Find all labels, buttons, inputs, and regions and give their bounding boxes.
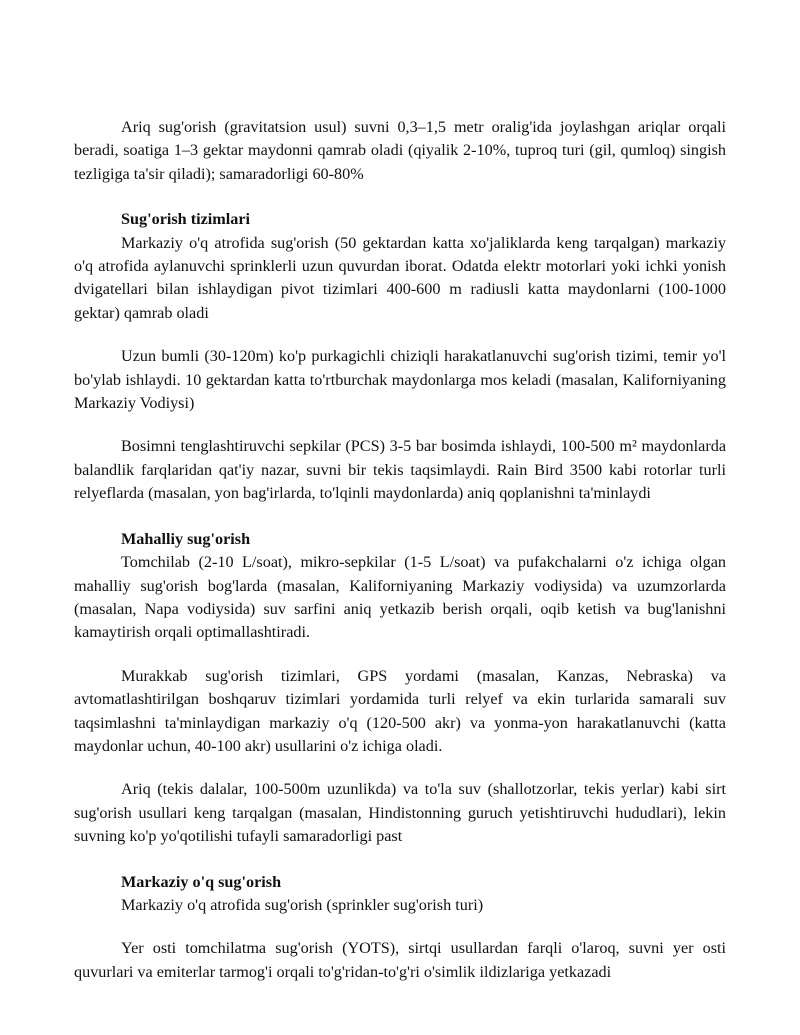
paragraph-complex-systems: Murakkab sug'orish tizimlari, GPS yordami (masalan, Kanzas, Nebraska) va avtomatlashtirilgan boshqaruv tizimlari yordamida turli relyef va ekin turlarida samarali suv taqsimlashni ta'minlaydigan markaziy o'q (120-500 akr) va yonma-yon harakatlanuvchi (katta maydonlar uchun, 40-100 akr) usullarini o'z ichiga oladi.	[74, 666, 726, 755]
paragraph-subsurface-drip: Yer osti tomchilatma sug'orish (YOTS), sirtqi usullardan farqli o'laroq, suvni yer osti quvurlari va emiterlar tarmog'i orqali to'g'ridan-to'g'ri o'simlik ildizlariga yetkazadi	[74, 939, 726, 981]
section-heading-markaziy-oq: Markaziy o'q sug'orish	[121, 872, 282, 891]
paragraph-ariq-intro: Ariq sug'orish (gravitatsion usul) suvni 0,3–1,5 metr oralig'ida joylashgan ariqlar orqali beradi, soatiga 1–3 gektar maydonni qamrab oladi (qiyalik 2-10%, tuproq turi (gil, qumloq) singish tezligiga ta'sir qiladi); samaradorligi 60-80%	[74, 118, 726, 183]
paragraph-drip-local: Tomchilab (2-10 L/soat), mikro-sepkilar (1-5 L/soat) va pufakchalarni o'z ichiga olgan mahalliy sug'orish bog'larda (masalan, Kaliforniyaning Markaziy vodiysida) va uzumzorlarda (masalan, Napa vodiysida) suv sarfini aniq yetkazib berish orqali, oqib ketish va bug'lanishni kamaytirish orqali optimallashtiradi.	[74, 553, 726, 642]
paragraph-pivot-type: Markaziy o'q atrofida sug'orish (sprinkler sug'orish turi)	[121, 895, 484, 914]
paragraph-center-pivot: Markaziy o'q atrofida sug'orish (50 gektardan katta xo'jaliklarda keng tarqalgan) markaziy o'q atrofida aylanuvchi sprinklerli uzun quvurdan iborat. Odatda elektr motorlari yoki ichki yonish dvigatellari bilan ishlaydigan pivot tizimlari 400-600 m radiusli katta maydonlarni (100-1000 gektar) qamrab oladi	[74, 233, 726, 322]
paragraph-pcs-sprinklers: Bosimni tenglashtiruvchi sepkilar (PCS) 3-5 bar bosimda ishlaydi, 100-500 m² maydonlarda balandlik farqlaridan qat'iy nazar, suvni bir tekis taqsimlaydi. Rain Bird 3500 kabi rotorlar turli relyeflarda (masalan, yon bag'irlarda, to'lqinli maydonlarda) aniq qoplanishni ta'minlaydi	[74, 437, 726, 503]
paragraph-surface-methods: Ariq (tekis dalalar, 100-500m uzunlikda) va to'la suv (shallotzorlar, tekis yerlar) kabi sirt sug'orish usullari keng tarqalgan (masalan, Hindistonning guruch yetishtiruvchi hududlari), lekin suvning ko'p yo'qotilishi tufayli samaradorligi past	[74, 780, 726, 846]
section-heading-mahalliy-sugorish: Mahalliy sug'orish	[121, 529, 251, 548]
document-page	[74, 116, 726, 984]
paragraph-linear-move: Uzun bumli (30-120m) ko'p purkagichli chiziqli harakatlanuvchi sug'orish tizimi, temir yo'l bo'ylab ishlaydi. 10 gektardan katta to'rtburchak maydonlarga mos keladi (masalan, Kaliforniyaning Markaziy Vodiysi)	[74, 347, 726, 413]
section-heading-sugorish-tizimlari: Sug'orish tizimlari	[121, 210, 251, 229]
